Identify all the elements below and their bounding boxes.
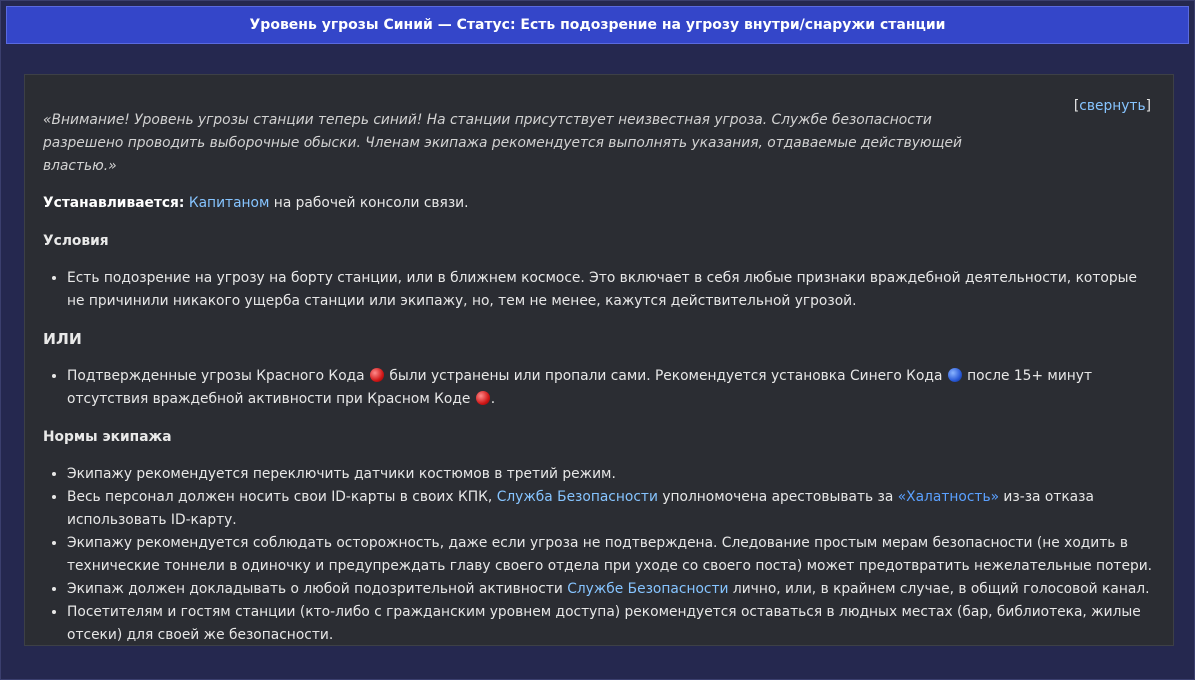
conditions-heading: Условия [43,233,109,249]
red-circle-icon [476,391,490,405]
blue-circle-icon [948,368,962,382]
security-service-link[interactable]: Службе Безопасности [567,581,729,597]
announcement-quote: «Внимание! Уровень угрозы станции теперь синий! На станции присутствует неизвестная угроза. Службе безопасности разрешено проводить выборочные обыски. Членам экипажа рекомендуется выполнять указания, отдаваемые действующей властью.» [43,112,962,174]
conditions-list-2 [43,365,1153,411]
item-text: Подтвержденные угрозы Красного Кода [67,368,370,384]
item-text: были устранены или пропали сами. Рекомендуется установка Синего Кода [385,368,947,384]
page-title: Уровень угрозы Синий — Статус: Есть подозрение на угрозу внутри/снаружи станции [6,6,1189,44]
item-text: после 15+ минут отсутствия враждебной активности при Красном Коде [67,368,1093,407]
conditions-list [43,267,1153,313]
bracket-close: ] [1145,98,1151,114]
list-item [67,365,1153,411]
content-body [43,109,1153,647]
item-text: уполномочена арестовывать за [657,489,898,505]
negligence-link[interactable]: «Халатность» [897,489,1000,505]
set-by-rest: на рабочей консоли связи. [269,195,469,211]
item-text: . [490,391,496,407]
item-text: Весь персонал должен носить свои ID-карты в своих КПК, [67,489,497,505]
item-text: из-за отказа использовать ID-карту. [67,489,1094,528]
or-heading: ИЛИ [43,330,82,348]
collapse-link[interactable]: свернуть [1079,98,1146,114]
list-item: • Экипажу рекомендуется переключить датчики костюмов в третий режим. [67,463,1153,486]
norms-list [43,463,1153,647]
norms-heading: Нормы экипажа [43,429,172,445]
list-item: • Есть подозрение на угрозу на борту станции, или в ближнем космосе. Это включает в себя любые признаки враждебной деятельности, которые не причинили никакого ущерба станции или экипажу, но, тем не менее, кажутся действительной угрозой. [67,267,1153,313]
list-item: • Экипажу рекомендуется соблюдать осторожность, даже если угроза не подтверждена. Следование простым мерам безопасности (не ходить в технические тоннели в одиночку и предупреждать главу своего отдела при уходе со своего поста) может предотвратить нежелательные потери. [67,532,1153,578]
list-item [67,578,1153,601]
item-text: лично, или, в крайнем случае, в общий голосовой канал. [728,581,1150,597]
security-link[interactable]: Служба Безопасности [496,489,658,505]
bracket-open: [ [1073,98,1080,114]
item-text: Экипаж должен докладывать о любой подозрительной активности [67,581,568,597]
set-by-line [43,192,1153,215]
list-item: • Посетителям и гостям станции (кто-либо с гражданским уровнем доступа) рекомендуется оставаться в людных местах (бар, библиотека, жилые отсеки) для своей же безопасности. [67,601,1153,647]
list-item [67,486,1153,532]
content-panel [24,74,1174,646]
set-by-label: Устанавливается: [43,195,185,211]
red-circle-icon [370,368,384,382]
captain-link[interactable]: Капитаном [188,195,270,211]
